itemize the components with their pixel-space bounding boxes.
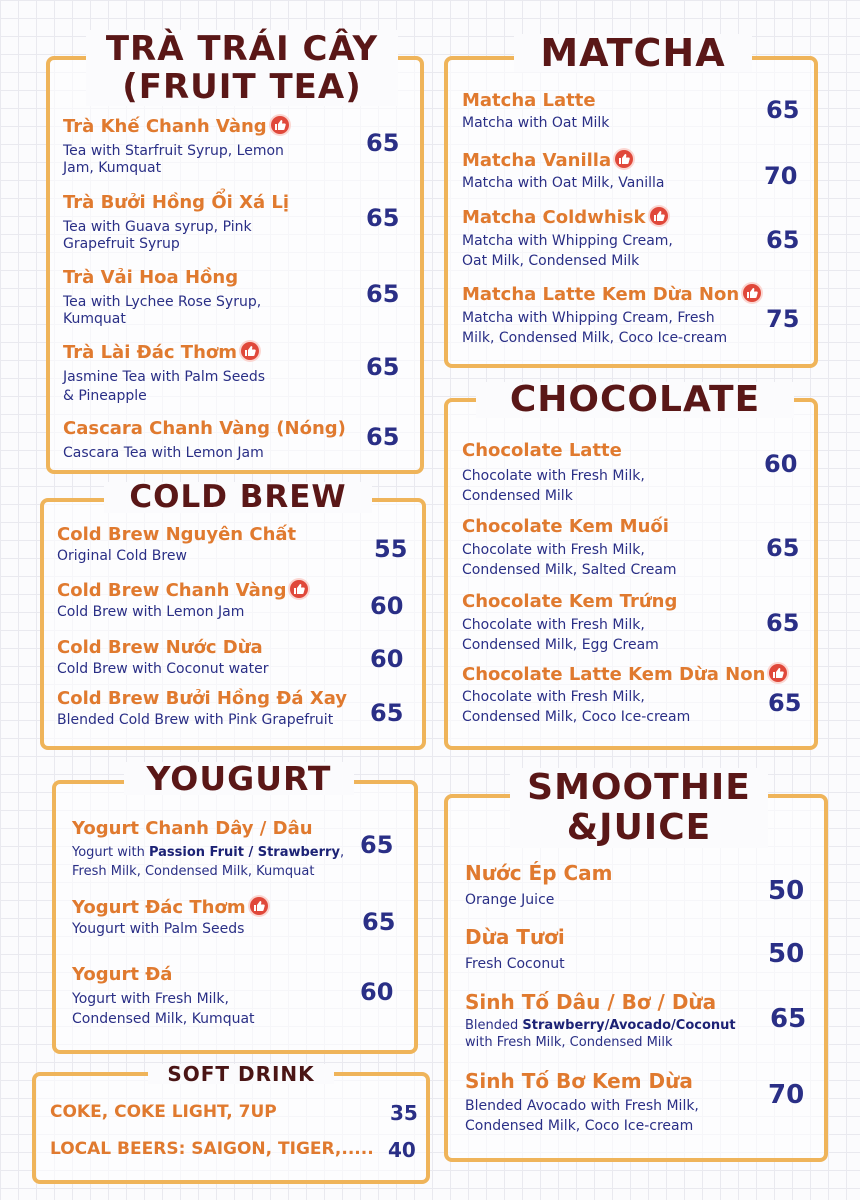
item-price: 65 [362,908,396,936]
item-price: 65 [366,280,400,308]
matcha-title: MATCHA [514,34,752,72]
thumbs-up-icon [650,207,668,225]
item-price: 65 [366,353,400,381]
item-price: 65 [766,534,800,562]
menu-item: Trà Vải Hoa Hồng Tea with Lychee Rose Syrup, Kumquat [63,267,262,327]
item-price: 50 [768,876,805,906]
item-name: Matcha Coldwhisk [462,207,646,228]
chocolate-title: CHOCOLATE [476,382,794,418]
item-price: 65 [766,226,800,254]
item-name: Matcha Latte Kem Dừa Non [462,284,740,305]
yogurt-title: YOUGURT [124,762,354,795]
menu-item: Trà Lài Đác Thơm Jasmine Tea with Palm Seeds & Pineapple [63,342,266,404]
soft-drink-item: COKE, COKE LIGHT, 7UP [50,1102,277,1122]
thumbs-up-icon [615,150,633,168]
menu-item: Yogurt Đác Thơm Yougurt with Palm Seeds [72,897,268,939]
item-price: 65 [366,423,400,451]
item-price: 60 [360,978,394,1006]
item-name: Trà Khế Chanh Vàng [63,116,267,137]
menu-item: Trà Khế Chanh Vàng Tea with Starfruit Syrup, Lemon Jam, Kumquat [63,116,289,178]
item-price: 65 [360,831,394,859]
menu-item: Sinh Tố Dâu / Bơ / Dừa Blended Strawberry/Avocado/Coconut with Fresh Milk, Condensed Milk [465,990,736,1050]
item-price: 65 [766,96,800,124]
item-price: 65 [768,689,802,717]
menu-item: Yogurt Đá Yogurt with Fresh Milk, Condensed Milk, Kumquat [72,964,255,1027]
item-price: 65 [366,204,400,232]
fruit-tea-title: TRÀ TRÁI CÂY (FRUIT TEA) [86,30,398,106]
thumbs-up-icon [743,284,761,302]
menu-item: Dừa Tươi Fresh Coconut [465,925,565,972]
item-price: 60 [764,450,798,478]
menu-item: Chocolate Kem Trứng Chocolate with Fresh Milk, Condensed Milk, Egg Cream [462,591,678,653]
menu-item: Cold Brew Bưởi Hồng Đá Xay Blended Cold Brew with Pink Grapefruit [57,688,348,728]
thumbs-up-icon [250,897,268,915]
menu-item: Cold Brew Chanh Vàng Cold Brew with Lemon Jam [57,580,308,622]
item-price: 50 [768,939,805,969]
item-name: Chocolate Latte Kem Dừa Non [462,664,766,685]
item-price: 70 [768,1080,805,1110]
menu-item: Sinh Tố Bơ Kem Dừa Blended Avocado with Fresh Milk, Condensed Milk, Coco Ice-cream [465,1069,699,1134]
item-name: Cold Brew Chanh Vàng [57,580,287,601]
menu-item: Yogurt Chanh Dây / Dâu Yogurt with Passion Fruit / Strawberry, Fresh Milk, Condensed Milk, Kumquat [72,818,345,879]
item-name: Matcha Vanilla [462,150,612,171]
item-price: 65 [370,699,404,727]
menu-item: Matcha Vanilla Matcha with Oat Milk, Vanilla [462,150,665,191]
thumbs-up-icon [290,580,308,598]
item-price: 55 [374,535,408,563]
thumbs-up-icon [271,116,289,134]
soft-drink-section [32,1072,430,1184]
menu-item: Nước Ép Cam Orange Juice [465,861,613,908]
item-price: 35 [390,1101,418,1125]
soft-drink-title: SOFT DRINK [148,1064,334,1084]
menu-item: Cold Brew Nước Dừa Cold Brew with Coconut water [57,637,269,677]
menu-item: Cold Brew Nguyên Chất Original Cold Brew [57,524,297,564]
menu-item: Chocolate Latte Kem Dừa Non Chocolate with Fresh Milk, Condensed Milk, Coco Ice-cream [462,664,787,727]
menu-item: Matcha Latte Kem Dừa Non Matcha with Whipping Cream, Fresh Milk, Condensed Milk, Coco Ice-cream [462,284,761,348]
item-price: 70 [764,162,798,190]
item-price: 65 [770,1004,807,1034]
menu-item: Trà Bưởi Hồng Ổi Xá Lị Tea with Guava syrup, Pink Grapefruit Syrup [63,192,289,252]
menu-item: Matcha Latte Matcha with Oat Milk [462,90,610,131]
menu-item: Chocolate Latte Chocolate with Fresh Milk, Condensed Milk [462,440,645,504]
item-name: Yogurt Đác Thơm [72,897,246,918]
menu-item: Cascara Chanh Vàng (Nóng) Cascara Tea with Lemon Jam [63,418,346,461]
item-price: 65 [766,609,800,637]
item-price: 60 [370,645,404,673]
item-price: 65 [366,129,400,157]
item-price: 40 [388,1138,416,1162]
menu-item: Matcha Coldwhisk Matcha with Whipping Cream, Oat Milk, Condensed Milk [462,207,673,269]
item-price: 75 [766,305,800,333]
cold-brew-title: COLD BREW [104,482,372,513]
item-name: Trà Lài Đác Thơm [63,342,238,363]
soft-drink-item: LOCAL BEERS: SAIGON, TIGER,..... [50,1139,374,1159]
thumbs-up-icon [769,664,787,682]
menu-item: Chocolate Kem Muối Chocolate with Fresh Milk, Condensed Milk, Salted Cream [462,516,677,578]
item-price: 60 [370,592,404,620]
smoothie-title: SMOOTHIE &JUICE [510,768,768,848]
thumbs-up-icon [241,342,259,360]
